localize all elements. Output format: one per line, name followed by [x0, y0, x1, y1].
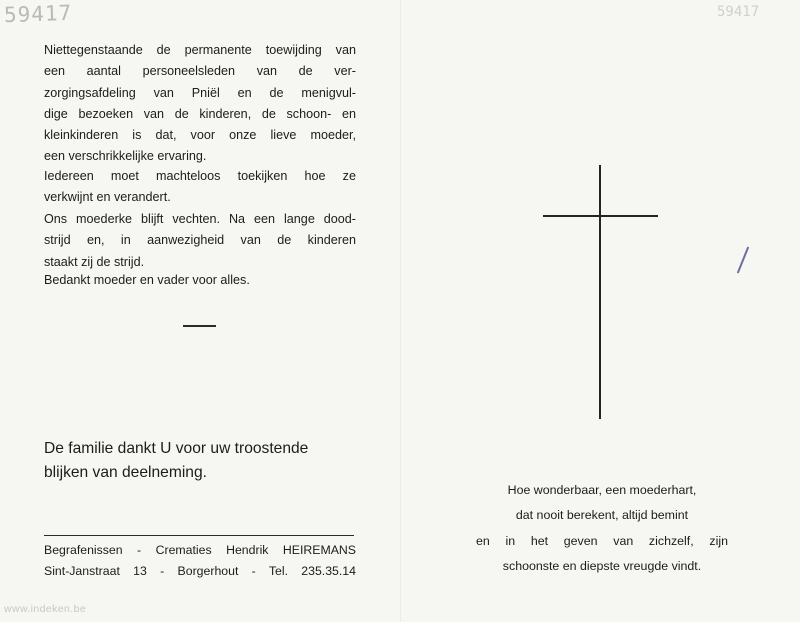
text-line: verkwijnt en verandert.: [44, 190, 171, 205]
paragraph-helpless: [44, 166, 356, 209]
separator-dash: [183, 325, 216, 327]
pencil-mark: [737, 247, 749, 274]
text-line: Ons moederke blijft vechten. Na een lange dood-: [44, 212, 356, 226]
cross-icon: [599, 165, 601, 419]
poem-line: en in het geven van zichzelf, zijn: [476, 533, 728, 548]
handwritten-number-right: 59417: [717, 4, 760, 20]
paragraph-struggle: [44, 209, 356, 273]
text-line: zorgingsafdeling van Pniël en de menigvul-: [44, 85, 356, 100]
poem: [476, 478, 728, 579]
text-line: een verschrikkelijke ervaring.: [44, 149, 207, 164]
text-line: Iedereen moet machteloos toekijken hoe ze: [44, 169, 356, 183]
text-line: dige bezoeken van de kinderen, de schoon- en: [44, 106, 356, 121]
paragraph-care: [44, 40, 356, 168]
text-line: een aantal personeelsleden van de ver-: [44, 64, 356, 79]
text-line: strijd en, in aanwezigheid van de kinderen: [44, 233, 356, 248]
text-line: Begrafenissen - Crematies Hendrik HEIREMANS: [44, 543, 356, 557]
handwritten-number-left: 59417: [3, 0, 73, 28]
cross-icon-beam: [543, 215, 658, 217]
text-line: Niettegenstaande de permanente toewijding van: [44, 43, 356, 57]
text-line: Sint-Janstraat 13 - Borgerhout - Tel. 235.35.14: [44, 563, 356, 578]
poem-line: Hoe wonderbaar, een moederhart,: [507, 483, 697, 497]
poem-line: dat nooit berekent, altijd bemint: [515, 508, 689, 523]
text-line: kleinkinderen is dat, voor onze lieve moeder,: [44, 128, 356, 143]
text-line: Bedankt moeder en vader voor alles.: [44, 273, 250, 287]
paragraph-thanks-parents: [44, 270, 304, 291]
fold-line: [400, 0, 401, 622]
poem-line: schoonste en diepste vreugde vindt.: [502, 558, 702, 573]
undertaker-info: [44, 540, 356, 581]
watermark: www.indeken.be: [4, 603, 87, 615]
family-thanks: [44, 437, 308, 485]
divider-line: [44, 535, 354, 536]
text-line: De familie dankt U voor uw troostende: [44, 440, 309, 457]
text-line: blijken van deelneming.: [44, 464, 207, 481]
text-line: staakt zij de strijd.: [44, 254, 145, 269]
